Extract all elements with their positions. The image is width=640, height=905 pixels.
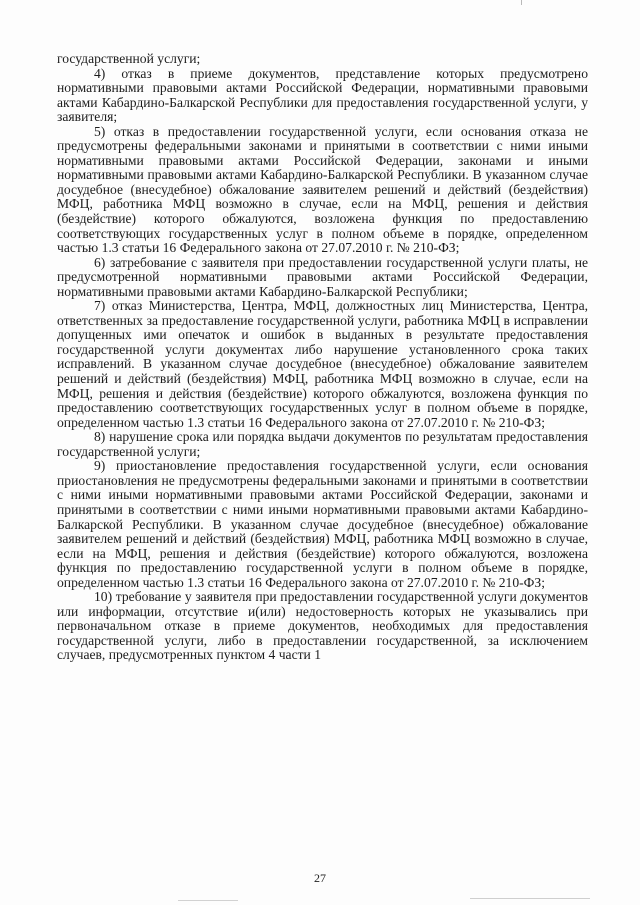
scan-artifact-bottom-left bbox=[178, 900, 238, 901]
paragraph-item-8: 8) нарушение срока или порядка выдачи документов по результатам предоставления государственной услуги; bbox=[57, 429, 588, 459]
paragraph-item-10: 10) требование у заявителя при предоставлении государственной услуги документов или информации, отсутствие и(или) недостоверность которых не указывались при первоначальном отказе в приеме документов, необходимых для предоставления государственной услуги, либо в предоставлении государственной, за исключением случаев, предусмотренных пунктом 4 части 1 bbox=[57, 589, 588, 663]
paragraph-item-5: 5) отказ в предоставлении государственной услуги, если основания отказа не предусмотрены федеральными законами и принятыми в соответствии с ними иными нормативными правовыми актами Российской Федерации, законами и иными нормативными правовыми актами Кабардино-Балкарской Республики. В указанном случае досудебное (внесудебное) обжалование заявителем решений и действий (бездействия) МФЦ, работника МФЦ возможно в случае, если на МФЦ, решения и действия (бездействие) которого обжалуются, возложена функция по предоставлению соответствующих государственных услуг в полном объеме в порядке, определенном частью 1.3 статьи 16 Федерального закона от 27.07.2010 г. № 210-ФЗ; bbox=[57, 123, 588, 256]
scan-artifact-top bbox=[521, 0, 522, 5]
paragraph-item-6: 6) затребование с заявителя при предоставлении государственной услуги платы, не предусмотренной нормативными правовыми актами Российской Федерации, нормативными правовыми актами Кабардино-Балкарской Республики; bbox=[57, 254, 588, 299]
page-number: 27 bbox=[314, 871, 326, 885]
paragraph-item-4: 4) отказ в приеме документов, представление которых предусмотрено нормативными правовыми актами Российской Федерации, нормативными правовыми актами Кабардино-Балкарской Республики для предоставления государственной услуги, у заявителя; bbox=[57, 65, 588, 125]
document-body bbox=[57, 52, 588, 663]
paragraph-item-9: 9) приостановление предоставления государственной услуги, если основания приостановления не предусмотрены федеральными законами и принятыми в соответствии с ними иными нормативными правовыми актами Российской Федерации, законами и принятыми в соответствии с ними иными нормативными правовыми актами Кабардино-Балкарской Республики. В указанном случае досудебное (внесудебное) обжалование заявителем решений и действий (бездействия) МФЦ, работника МФЦ возможно в случае, если на МФЦ, решения и действия (бездействие) которого обжалуются, возложена функция по предоставлению государственной услуги в полном объеме в порядке, определенном частью 1.3 статьи 16 Федерального закона от 27.07.2010 г. № 210-ФЗ; bbox=[57, 458, 588, 590]
paragraph-item-7: 7) отказ Министерства, Центра, МФЦ, должностных лиц Министерства, Центра, ответственных за предоставление государственной услуги, работника МФЦ в исправлении допущенных ими опечаток и ошибок в выданных в результате предоставления государственной услуги документах либо нарушение установленного срока таких исправлений. В указанном случае досудебное (внесудебное) обжалование заявителем решений и действий (бездействия) МФЦ, работника МФЦ возможно в случае, если на МФЦ, решения и действия (бездействие) которого обжалуются, возложена функция по предоставлению соответствующих государственных услуг в полном объеме в порядке, определенном частью 1.3 статьи 16 Федерального закона от 27.07.2010 г. № 210-ФЗ; bbox=[57, 298, 588, 430]
scan-artifact-bottom-right bbox=[470, 898, 590, 899]
paragraph-continuation: государственной услуги; bbox=[57, 51, 201, 66]
